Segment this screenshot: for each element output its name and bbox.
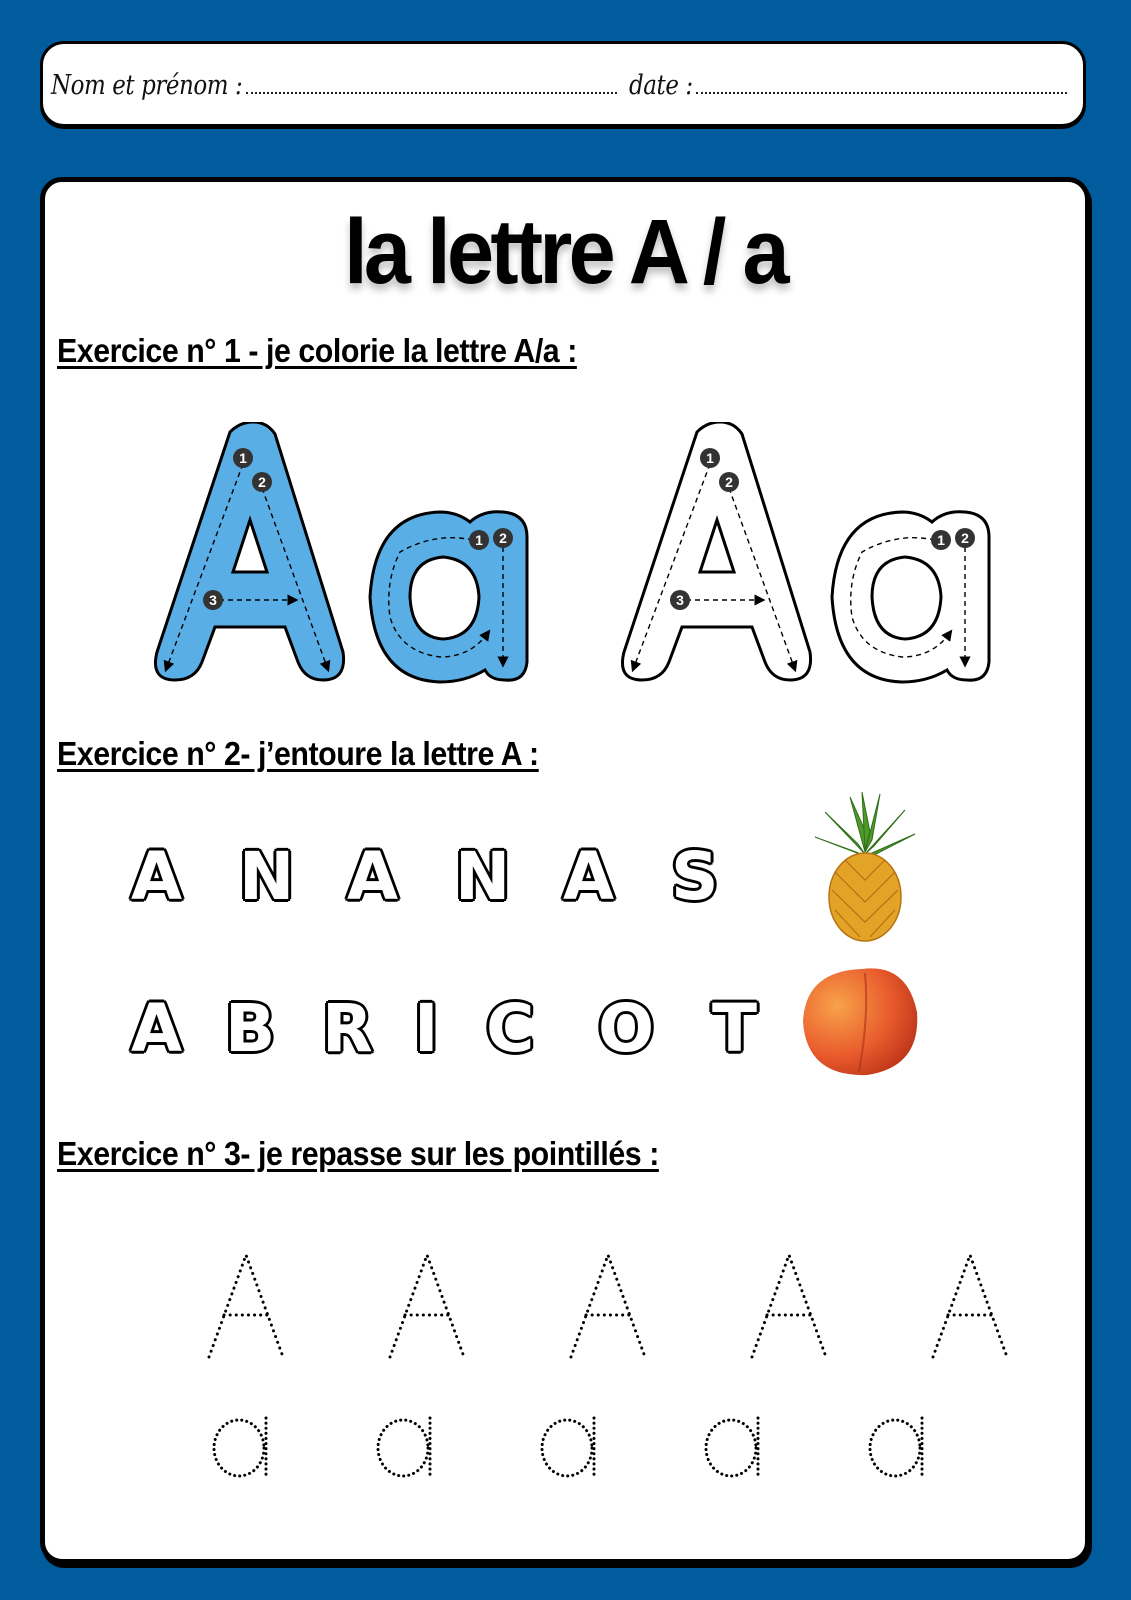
svg-text:1: 1 <box>475 532 483 548</box>
word-row-abricot <box>131 990 820 1067</box>
svg-text:1: 1 <box>239 450 247 466</box>
trace-lowercase-a[interactable] <box>816 1415 980 1479</box>
name-label: Nom et prénom : <box>51 70 243 101</box>
exercise-1-letters <box>135 422 1035 692</box>
svg-text:2: 2 <box>725 474 733 490</box>
trace-uppercase-a[interactable] <box>336 1252 517 1362</box>
worksheet-card <box>40 177 1090 1564</box>
svg-text:2: 2 <box>961 530 969 546</box>
svg-text:2: 2 <box>258 474 266 490</box>
letter-tile[interactable]: B <box>225 990 276 1067</box>
trace-uppercase-a[interactable] <box>698 1252 879 1362</box>
trace-lowercase-a[interactable] <box>160 1415 324 1479</box>
apricot-icon <box>797 957 927 1082</box>
svg-text:1: 1 <box>706 450 714 466</box>
letter-tile[interactable]: N <box>455 838 511 915</box>
letter-tile[interactable]: N <box>239 838 295 915</box>
trace-uppercase-a[interactable] <box>155 1252 336 1362</box>
letter-tile[interactable]: A <box>347 838 399 915</box>
name-date-bar <box>40 41 1086 127</box>
trace-lowercase-a[interactable] <box>324 1415 488 1479</box>
pineapple-icon <box>810 792 920 942</box>
svg-text:3: 3 <box>209 592 217 608</box>
lowercase-trace-row <box>160 1415 980 1479</box>
letter-tile[interactable]: O <box>598 990 655 1067</box>
svg-text:3: 3 <box>676 592 684 608</box>
outline-uppercase-a[interactable] <box>622 422 810 680</box>
exercise-3-heading: Exercice n° 3- je repasse sur les pointillés : <box>57 1135 659 1172</box>
date-label: date : <box>629 70 693 101</box>
date-field[interactable] <box>696 70 1067 94</box>
uppercase-trace-row <box>155 1252 1060 1362</box>
letter-tile[interactable]: A <box>131 838 183 915</box>
exercise-2-heading: Exercice n° 2- j’entoure la lettre A : <box>57 735 539 772</box>
letter-tile[interactable]: R <box>322 990 373 1067</box>
trace-lowercase-a[interactable] <box>488 1415 652 1479</box>
svg-text:2: 2 <box>499 530 507 546</box>
letter-tile[interactable]: S <box>671 838 719 915</box>
name-field[interactable] <box>246 70 617 94</box>
page-title: la lettre A / a <box>344 201 786 303</box>
trace-lowercase-a[interactable] <box>652 1415 816 1479</box>
trace-uppercase-a[interactable] <box>517 1252 698 1362</box>
exercise-1-heading: Exercice n° 1 - je colorie la lettre A/a : <box>57 332 577 369</box>
colored-uppercase-a[interactable] <box>155 422 343 680</box>
letter-tile[interactable]: A <box>563 838 615 915</box>
trace-uppercase-a[interactable] <box>879 1252 1060 1362</box>
letter-tile[interactable]: I <box>414 990 439 1067</box>
word-row-ananas <box>131 838 779 915</box>
letter-tile[interactable]: T <box>712 990 758 1067</box>
letter-tile[interactable]: C <box>486 990 535 1067</box>
outline-lowercase-a[interactable] <box>832 512 989 682</box>
letter-tile[interactable]: A <box>131 990 183 1067</box>
colored-lowercase-a[interactable] <box>370 512 527 682</box>
svg-text:1: 1 <box>937 532 945 548</box>
